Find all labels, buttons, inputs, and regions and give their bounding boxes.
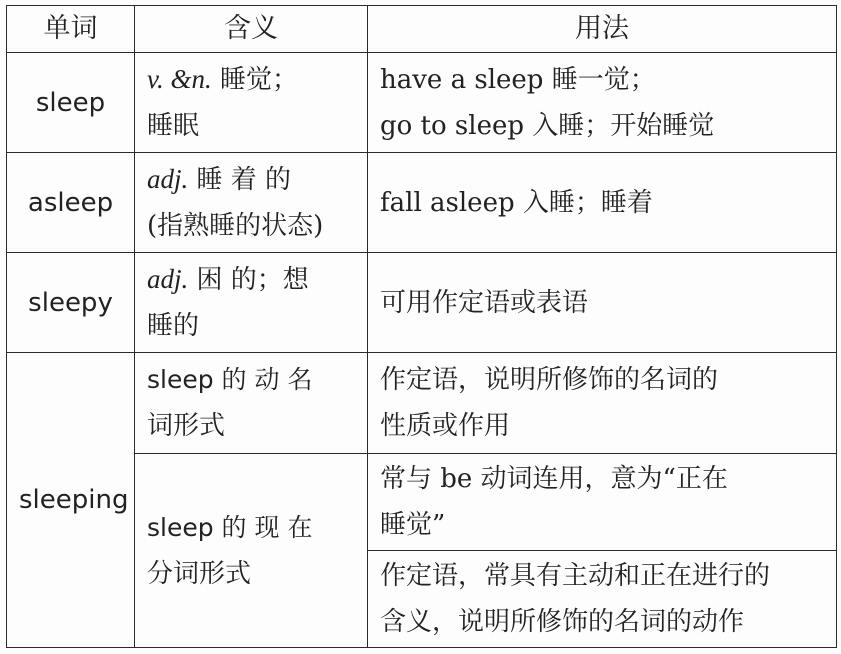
usage-sleeping-participle-a [368, 454, 837, 551]
usage-line: 作定语，说明所修饰的名词的 [380, 365, 719, 395]
usage-sleep [368, 53, 837, 153]
table-row-sleep [7, 53, 837, 153]
meaning-text: 睡的 [147, 311, 200, 341]
usage-line: 睡觉” [380, 510, 446, 540]
usage-line: go to sleep 入睡；开始睡觉 [380, 110, 715, 141]
pos-label: v. &n. [147, 64, 212, 94]
word-sleeping: sleeping [7, 353, 135, 648]
usage-line: 常与 be 动词连用，意为“正在 [380, 464, 728, 494]
usage-sleeping-participle-b [368, 551, 837, 648]
meaning-sleeping-participle [135, 454, 368, 648]
meaning-text: sleep 的 动 名 [147, 365, 313, 394]
meaning-sleep [135, 53, 368, 153]
table-row-asleep [7, 153, 837, 253]
usage-sleepy: 可用作定语或表语 [368, 253, 837, 353]
meaning-sleeping-gerund [135, 353, 368, 454]
usage-line: 含义，说明所修饰的名词的动作 [380, 607, 745, 637]
usage-sleeping-gerund [368, 353, 837, 454]
table-row-sleeping-gerund [7, 353, 837, 454]
meaning-text: sleep 的 现 在 [147, 512, 313, 542]
pos-label: adj. [147, 164, 189, 194]
header-row [7, 6, 837, 53]
meaning-text: (指熟睡的状态) [147, 211, 324, 241]
header-word: 单词 [7, 6, 135, 53]
usage-line: have a sleep 睡一觉； [380, 64, 656, 95]
meaning-text: 困 的；想 [188, 265, 309, 295]
usage-line: 作定语，常具有主动和正在进行的 [380, 561, 771, 591]
usage-line: 性质或作用 [380, 411, 511, 441]
word-sleep: sleep [7, 53, 135, 153]
header-usage: 用法 [368, 6, 837, 53]
header-meaning: 含义 [135, 6, 368, 53]
meaning-text: 词形式 [147, 411, 226, 441]
meaning-sleepy [135, 253, 368, 353]
word-asleep: asleep [7, 153, 135, 253]
meaning-text: 睡觉； [211, 65, 298, 95]
meaning-asleep [135, 153, 368, 253]
table-row-sleepy [7, 253, 837, 353]
meaning-text: 睡 着 的 [188, 165, 292, 195]
word-sleepy: sleepy [7, 253, 135, 353]
pos-label: adj. [147, 264, 189, 294]
meaning-text: 睡眠 [147, 111, 200, 141]
vocab-table [6, 5, 837, 648]
meaning-text: 分词形式 [147, 558, 252, 589]
usage-asleep: fall asleep 入睡；睡着 [368, 153, 837, 253]
